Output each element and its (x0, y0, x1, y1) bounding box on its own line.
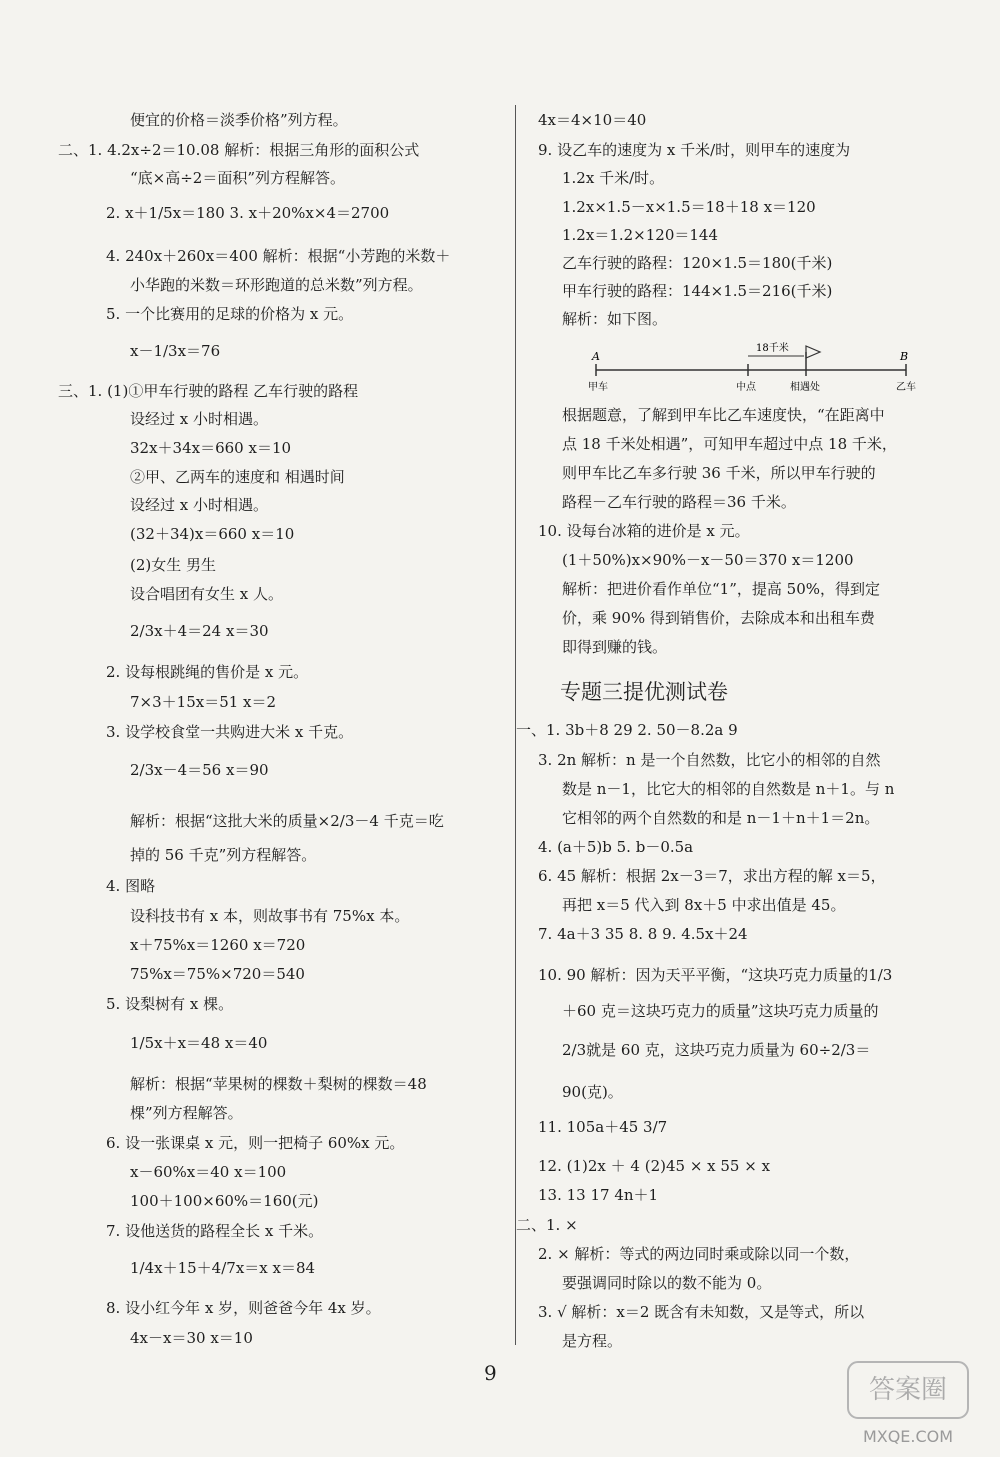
answer-line: 75%x＝75%×720＝540 (130, 965, 305, 983)
answer-line: 4x＝4×10＝40 (538, 111, 647, 129)
mid-label: 中点 (736, 382, 756, 393)
answer-line: 二、1. × (516, 1216, 578, 1234)
answer-line: 解析：根据“这批大米的质量×2/3－4 千克＝吃 (130, 812, 444, 830)
answer-line: 即得到赚的钱。 (562, 638, 668, 656)
answer-line: 根据题意，了解到甲车比乙车速度快，“在距离中 (562, 406, 885, 424)
answer-line: ②甲、乙两车的速度和 相遇时间 (130, 468, 345, 486)
meet-label: 相遇处 (790, 382, 820, 393)
yi-label: 乙车 (896, 382, 916, 393)
answer-line: 解析：把进价看作单位“1”，提高 50%，得到定 (562, 580, 880, 598)
point-b-label: B (900, 350, 909, 363)
answer-line: 解析：如下图。 (562, 310, 668, 328)
answer-line: 4. 图略 (106, 877, 156, 895)
answer-line: 设经过 x 小时相遇。 (130, 410, 268, 428)
answer-line: 11. 105a＋45 3/7 (538, 1118, 668, 1136)
answer-line: 6. 设一张课桌 x 元，则一把椅子 60%x 元。 (106, 1134, 405, 1152)
answer-line: 乙车行驶的路程：120×1.5＝180(千米) (562, 254, 833, 272)
answer-line: 10. 设每台冰箱的进价是 x 元。 (538, 522, 750, 540)
answer-line: ＋60 克＝这块巧克力的质量”这块巧克力质量的 (562, 1002, 879, 1020)
distance-label: 18千米 (756, 343, 789, 354)
answer-line: 数是 n－1，比它大的相邻的自然数是 n＋1。与 n (562, 780, 895, 798)
answer-line: 7. 4a＋3 35 8. 8 9. 4.5x＋24 (538, 925, 748, 943)
answer-line: (1＋50%)x×90%－x－50＝370 x＝1200 (562, 551, 854, 569)
answer-line: 2/3x＋4＝24 x＝30 (130, 622, 269, 640)
answer-line: 9. 设乙车的速度为 x 千米/时，则甲车的速度为 (538, 141, 851, 159)
answer-line: 设合唱团有女生 x 人。 (130, 585, 283, 603)
answer-line: 解析：根据“苹果树的棵数＋梨树的棵数＝48 (130, 1075, 427, 1093)
answer-line: 32x＋34x＝660 x＝10 (130, 439, 292, 457)
answer-line: 7×3＋15x＝51 x＝2 (130, 693, 277, 711)
answer-line: 8. 设小红今年 x 岁，则爸爸今年 4x 岁。 (106, 1299, 381, 1317)
answer-line: 要强调同时除以的数不能为 0。 (562, 1274, 772, 1292)
answer-line: x－60%x＝40 x＝100 (130, 1163, 287, 1181)
answer-line: 甲车行驶的路程：144×1.5＝216(千米) (562, 282, 833, 300)
answer-line: 是方程。 (562, 1332, 623, 1350)
answer-line: 1/4x＋15＋4/7x＝x x＝84 (130, 1259, 316, 1277)
answer-line: 二、1. 4.2x÷2＝10.08 解析：根据三角形的面积公式 (58, 141, 420, 159)
section-title: 专题三提优测试卷 (560, 680, 728, 704)
watermark-logo-text: 答案圈 (868, 1375, 948, 1405)
answer-line: x＋75%x＝1260 x＝720 (130, 936, 306, 954)
answer-line: 90(克)。 (562, 1083, 623, 1101)
answer-line: 1/5x＋x＝48 x＝40 (130, 1034, 268, 1052)
answer-line: 4x－x＝30 x＝10 (130, 1329, 253, 1347)
answer-line: 小华跑的米数＝环形跑道的总米数”列方程。 (130, 276, 423, 294)
page-number: 9 (484, 1361, 497, 1385)
distance-diagram (588, 338, 938, 398)
answer-line: 3. 2n 解析：n 是一个自然数，比它小的相邻的自然 (538, 751, 881, 769)
answer-line: 路程－乙车行驶的路程＝36 千米。 (562, 493, 796, 511)
answer-line: 5. 一个比赛用的足球的价格为 x 元。 (106, 305, 354, 323)
answer-line: 设科技书有 x 本，则故事书有 75%x 本。 (130, 907, 410, 925)
answer-line: 2/3就是 60 克，这块巧克力质量为 60÷2/3＝ (562, 1041, 871, 1059)
answer-line: 1.2x 千米/时。 (562, 169, 665, 187)
watermark-logo (838, 1358, 978, 1450)
answer-line: 则甲车比乙车多行驶 36 千米，所以甲车行驶的 (562, 464, 876, 482)
answer-line: (2)女生 男生 (130, 556, 217, 574)
answer-line: “底×高÷2＝面积”列方程解答。 (130, 169, 346, 187)
answer-line: 2. 设每根跳绳的售价是 x 元。 (106, 663, 309, 681)
answer-line: 2. x＋1/5x＝180 3. x＋20%x×4＝2700 (106, 204, 390, 222)
answer-line: 100＋100×60%＝160(元) (130, 1192, 319, 1210)
answer-line: 棵”列方程解答。 (130, 1104, 243, 1122)
answer-line: x－1/3x＝76 (130, 342, 221, 360)
answer-line: 4. 240x＋260x＝400 解析：根据“小芳跑的米数＋ (106, 247, 451, 265)
answer-line: 一、1. 3b＋8 29 2. 50－8.2a 9 (516, 721, 738, 739)
answer-line: 价，乘 90% 得到销售价，去除成本和出租车费 (562, 609, 875, 627)
answer-line: 2/3x－4＝56 x＝90 (130, 761, 269, 779)
answer-line: 6. 45 解析：根据 2x－3＝7，求出方程的解 x＝5， (538, 867, 886, 885)
answer-line: 2. × 解析：等式的两边同时乘或除以同一个数， (538, 1245, 860, 1263)
answer-line: 1.2x＝1.2×120＝144 (562, 226, 718, 244)
answer-line: 13. 13 17 4n＋1 (538, 1186, 659, 1204)
answer-line: 点 18 千米处相遇”，可知甲车超过中点 18 千米， (562, 435, 897, 453)
answer-line: 4. (a＋5)b 5. b－0.5a (538, 838, 694, 856)
jia-label: 甲车 (588, 382, 608, 393)
answer-line: 3. 设学校食堂一共购进大米 x 千克。 (106, 723, 354, 741)
flag-icon (806, 346, 820, 358)
answer-line: (32＋34)x＝660 x＝10 (130, 525, 295, 543)
answer-line: 12. (1)2x ＋ 4 (2)45 × x 55 × x (538, 1157, 771, 1175)
point-a-label: A (592, 350, 600, 363)
answer-line: 便宜的价格＝淡季价格”列方程。 (130, 111, 348, 129)
watermark-url: MXQE.COM (862, 1427, 954, 1446)
answer-line: 三、1. (1)①甲车行驶的路程 乙车行驶的路程 (58, 382, 359, 400)
answer-line: 再把 x＝5 代入到 8x＋5 中求出值是 45。 (562, 896, 846, 914)
answer-line: 设经过 x 小时相遇。 (130, 496, 268, 514)
answer-line: 掉的 56 千克”列方程解答。 (130, 846, 317, 864)
answer-line: 1.2x×1.5－x×1.5＝18＋18 x＝120 (562, 198, 816, 216)
answer-line: 5. 设梨树有 x 棵。 (106, 995, 234, 1013)
answer-line: 3. √ 解析：x＝2 既含有未知数，又是等式，所以 (538, 1303, 865, 1321)
answer-line: 7. 设他送货的路程全长 x 千米。 (106, 1222, 324, 1240)
answer-line: 它相邻的两个自然数的和是 n－1＋n＋1＝2n。 (562, 809, 880, 827)
answer-line: 10. 90 解析：因为天平平衡，“这块巧克力质量的1/3 (538, 966, 893, 984)
